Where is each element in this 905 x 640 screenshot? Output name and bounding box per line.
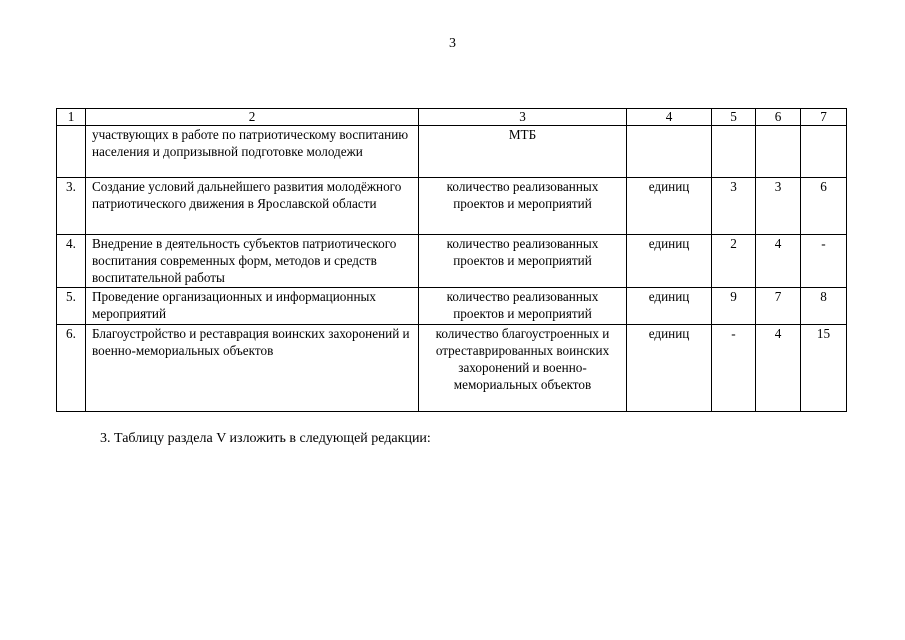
activity-name: Внедрение в деятельность субъектов патриотического воспитания современных форм, методов и средств воспитательной работы bbox=[86, 235, 419, 288]
row-number: 4. bbox=[57, 235, 86, 288]
value-col5: 3 bbox=[712, 178, 756, 235]
indicator-name: количество благоустроенных и отреставрированных воинских захоронений и военно-мемориальных объектов bbox=[419, 325, 627, 412]
value-col7: 6 bbox=[801, 178, 847, 235]
header-cell: 2 bbox=[86, 109, 419, 126]
value-col5: 2 bbox=[712, 235, 756, 288]
indicators-table bbox=[56, 108, 847, 412]
indicator-name: количество реализованных проектов и мероприятий bbox=[419, 178, 627, 235]
unit: единиц bbox=[627, 288, 712, 325]
row-number: 5. bbox=[57, 288, 86, 325]
header-cell: 3 bbox=[419, 109, 627, 126]
value-col5: - bbox=[712, 325, 756, 412]
table-row bbox=[57, 288, 847, 325]
section-note: 3. Таблицу раздела V изложить в следующей редакции: bbox=[100, 431, 431, 446]
indicator-name: МТБ bbox=[419, 126, 627, 178]
row-number: 3. bbox=[57, 178, 86, 235]
table-row bbox=[57, 325, 847, 412]
unit: единиц bbox=[627, 178, 712, 235]
header-cell: 7 bbox=[801, 109, 847, 126]
activity-name: Создание условий дальнейшего развития молодёжного патриотического движения в Ярославской области bbox=[86, 178, 419, 235]
table-header-row bbox=[57, 109, 847, 126]
header-cell: 5 bbox=[712, 109, 756, 126]
header-cell: 1 bbox=[57, 109, 86, 126]
value-col6 bbox=[756, 126, 801, 178]
unit: единиц bbox=[627, 235, 712, 288]
activity-name: участвующих в работе по патриотическому воспитанию населения и допризывной подготовке молодежи bbox=[86, 126, 419, 178]
page-number: 3 bbox=[449, 36, 456, 51]
value-col6: 7 bbox=[756, 288, 801, 325]
table-row bbox=[57, 235, 847, 288]
value-col6: 4 bbox=[756, 325, 801, 412]
table-row bbox=[57, 178, 847, 235]
unit: единиц bbox=[627, 325, 712, 412]
value-col7 bbox=[801, 126, 847, 178]
indicator-name: количество реализованных проектов и мероприятий bbox=[419, 288, 627, 325]
value-col5 bbox=[712, 126, 756, 178]
unit bbox=[627, 126, 712, 178]
header-cell: 6 bbox=[756, 109, 801, 126]
value-col7: 8 bbox=[801, 288, 847, 325]
indicator-name: количество реализованных проектов и мероприятий bbox=[419, 235, 627, 288]
value-col6: 3 bbox=[756, 178, 801, 235]
value-col5: 9 bbox=[712, 288, 756, 325]
value-col7: - bbox=[801, 235, 847, 288]
value-col7: 15 bbox=[801, 325, 847, 412]
value-col6: 4 bbox=[756, 235, 801, 288]
activity-name: Благоустройство и реставрация воинских захоронений и военно-мемориальных объектов bbox=[86, 325, 419, 412]
activity-name: Проведение организационных и информационных мероприятий bbox=[86, 288, 419, 325]
row-number: 6. bbox=[57, 325, 86, 412]
table-row bbox=[57, 126, 847, 178]
header-cell: 4 bbox=[627, 109, 712, 126]
row-number bbox=[57, 126, 86, 178]
